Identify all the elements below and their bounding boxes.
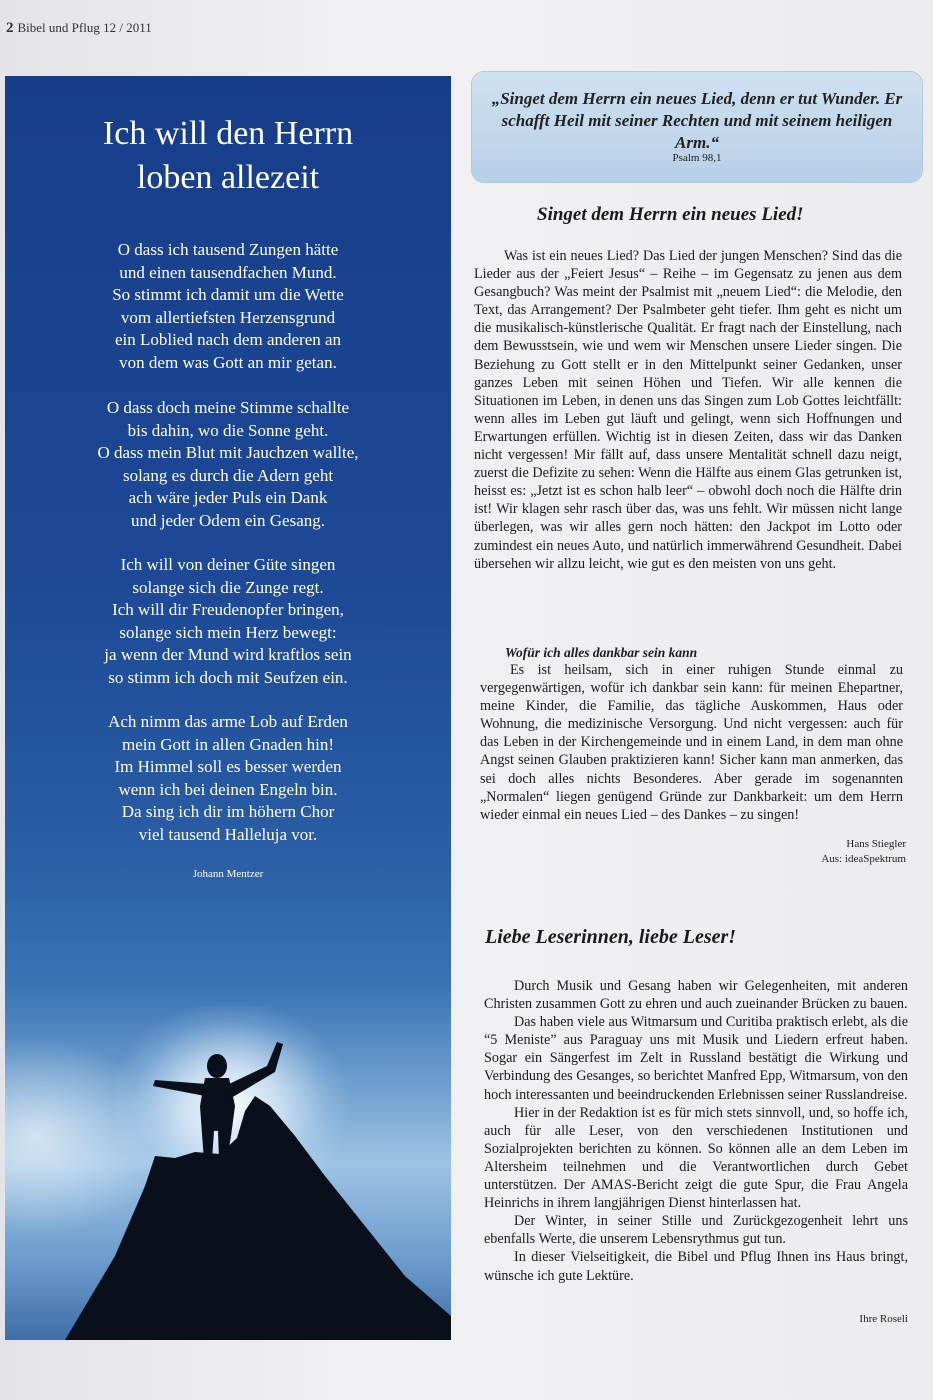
poem-line: von dem was Gott an mir getan. xyxy=(119,352,337,372)
psalm-quote-box xyxy=(472,72,922,182)
poem-line: Da sing ich dir im höhern Chor xyxy=(121,802,335,821)
letter-paragraph: Hier in der Redaktion ist es für mich stets sinnvoll, und, so hoffe ich, auch für alle Leser, von den verschiedenen Institutionen und Sozialprojekten berichten zu können. So können alle an dem Leben im Altersheim teilnehmen und die Verantwortlichen durch Gebet unterstützen. Der AMAS-Bericht zeigt die gute Spur, die Frau Angela Heinrichs in ihrem langjährigen Dienst hinterlassen hat. xyxy=(484,1104,908,1212)
psalm-quote-text: „Singet dem Herrn ein neues Lied, denn er tut Wunder. Er schafft Heil mit seiner Rechten und mit seinem heiligen Arm.“ xyxy=(491,89,903,152)
poem-line: O dass mein Blut mit Jauchzen wallte, xyxy=(97,443,359,462)
poem-line: ach wäre jeder Puls ein Dank xyxy=(128,488,328,507)
poem-stanza-1 xyxy=(5,239,451,374)
poem-line: So stimmt ich damit um die Wette xyxy=(112,285,344,304)
letter-heading: Liebe Leserinnen, liebe Leser! xyxy=(485,926,737,948)
poem-line: wenn ich bei deinen Engeln bin. xyxy=(118,779,338,799)
poem-line: O dass ich tausend Zungen hätte xyxy=(117,240,339,259)
poem-line: Im Himmel soll es besser werden xyxy=(114,757,342,776)
publication-title: Bibel und Pflug 12 / 2011 xyxy=(17,20,152,35)
letter-paragraph: In dieser Vielseitigkeit, die Bibel und Pflug Ihnen ins Haus bringt, wünsche ich gute Lektüre. xyxy=(484,1249,908,1284)
poem-stanza-2 xyxy=(5,397,451,532)
poem-line: O dass doch meine Stimme schallte xyxy=(106,398,350,417)
poem-line: solang es durch die Adern geht xyxy=(122,465,334,485)
letter-paragraph: Durch Musik und Gesang haben wir Gelegenheiten, mit anderen Christen zusammen Gott zu ehren und auch zueinander Brücken zu bauen. xyxy=(484,978,908,1013)
article-body-2 xyxy=(480,661,903,824)
article-paragraph: Es ist heilsam, sich in einer ruhigen Stunde einmal zu vergegenwärtigen, wofür ich dankbar sein kann: für meinen Ehepartner, meine Kinder, die Familie, das tägliche Auskommen, Haus oder Wohnung, die medizinische Versorgung. Und nicht vergessen: auch für das Leben in der Kirchengemeinde und in einem Land, in dem man ohne Angst seinen Glauben praktizieren kann! Sicher kann man anmerken, das sei doch alles nichts Besonderes. Aber gerade im sogenannten „Normalen“ liegen genügend Gründe zur Dankbarkeit: um dem Herrn wieder einmal ein neues Lied – des Dankes – zu singen! xyxy=(480,662,903,823)
poem-line: mein Gott in allen Gnaden hin! xyxy=(122,734,334,754)
article-subheading: Wofür ich alles dankbar sein kann xyxy=(505,645,698,660)
poem-line: Ach nimm das arme Lob auf Erden xyxy=(108,712,348,731)
letter-body xyxy=(484,977,908,1285)
poem-line: solange sich mein Herz bewegt: xyxy=(119,622,337,642)
poem-line: ein Loblied nach dem anderen an xyxy=(114,330,342,349)
poem-line: so stimm ich doch mit Seufzen ein. xyxy=(108,667,348,687)
letter-paragraph: Der Winter, in seiner Stille und Zurückgezogenheit lehrt uns ebenfalls Werte, die unserem Lebensrythmus gut tun. xyxy=(484,1213,908,1248)
poem-title-line: loben allezeit xyxy=(136,159,320,196)
poem-panel xyxy=(5,76,451,1340)
poem-line: viel tausend Halleluja vor. xyxy=(138,824,318,844)
psalm-reference: Psalm 98,1 xyxy=(672,152,722,164)
poem-line: Ich will dir Freudenopfer bringen, xyxy=(112,600,344,619)
poem-line: und einen tausendfachen Mund. xyxy=(119,262,337,282)
article-source: Aus: ideaSpektrum xyxy=(821,853,906,865)
poem-line: solange sich die Zunge regt. xyxy=(132,577,324,597)
mountain-peak xyxy=(65,1096,451,1340)
poem-line: Ich will von deiner Güte singen xyxy=(120,555,336,574)
letter-signature: Ihre Roseli xyxy=(859,1313,908,1325)
poem-title-line: Ich will den Herrn xyxy=(102,115,354,152)
page-header xyxy=(6,20,206,42)
poem-line: bis dahin, wo die Sonne geht. xyxy=(127,420,329,440)
page-number: 2 xyxy=(6,20,14,36)
poem-line: vom allertiefsten Herzensgrund xyxy=(120,307,336,327)
poem-stanza-3 xyxy=(5,554,451,689)
article-heading: Singet dem Herrn ein neues Lied! xyxy=(537,204,804,225)
poem-stanza-4 xyxy=(5,711,451,846)
poem-title xyxy=(5,112,451,200)
poem-author: Johann Mentzer xyxy=(192,868,264,880)
article-body xyxy=(474,247,902,573)
article-author: Hans Stiegler xyxy=(846,838,906,850)
article-paragraph: Was ist ein neues Lied? Das Lied der jungen Menschen? Sind das die Lieder aus der „Feiert Jesus“ – Reihe – im Gegensatz zu jenen aus dem Gesangbuch? Was meint der Psalmist mit „neuem Lied“: die Melodie, den Text, das Arrangement? Der Psalmbeter geht tiefer. Ihm geht es nicht um die musikalisch-künstlerische Qualität. Er fragt nach der Einstellung, nach dem Bewusstsein, wie und wem wir Menschen unsere Lieder singen. Die Beziehung zu Gott stellt er in den Mittelpunkt seiner Gedanken, unser ganzes Leben mit seinen Höhen und Tiefen. Wir alle kennen die Situationen im Leben, in denen uns das Singen zum Lob Gottes leichtfällt: wenn alles im Leben gut läuft und gelingt, wenn sich Hoffnungen und Erwartungen erfüllen. Wichtig ist in diesen Zeiten, dass wir das Danken nicht vergessen! Mir fällt auf, dass unsere Mentalität schnell dazu neigt, zuerst die Defizite zu sehen: Wenn die Hälfte aus einem Glas getrunken ist, heisst es: „Jetzt ist es schon halb leer“ – obwohl doch noch die Hälfte drin ist! Wir klagen sehr rasch über das, was uns fehlt. Wir müssen nicht lange überlegen, was wir alles gern noch hätten: den Jackpot im Lotto oder zumindest ein neues Auto, und natürlich immerwährend Gesundheit. Dabei übersehen wir allzu leicht, wie gut es den meisten von uns geht. xyxy=(474,248,902,572)
letter-paragraph: Das haben viele aus Witmarsum und Curitiba praktisch erlebt, als die “5 Meniste” aus Paraguay uns mit Musik und Liedern erfreut haben. Sogar ein Sängerfest im Zelt in Russland bestätigt die Wirkung und Verbindung des Gesanges, so berichtet Manfred Epp, Witmarsum, von den hoch interessanten und beeindruckenden Erlebnissen seiner Russlandreise. xyxy=(484,1014,908,1103)
poem-line: und jeder Odem ein Gesang. xyxy=(130,510,326,530)
poem-line: ja wenn der Mund wird kraftlos sein xyxy=(104,645,352,664)
